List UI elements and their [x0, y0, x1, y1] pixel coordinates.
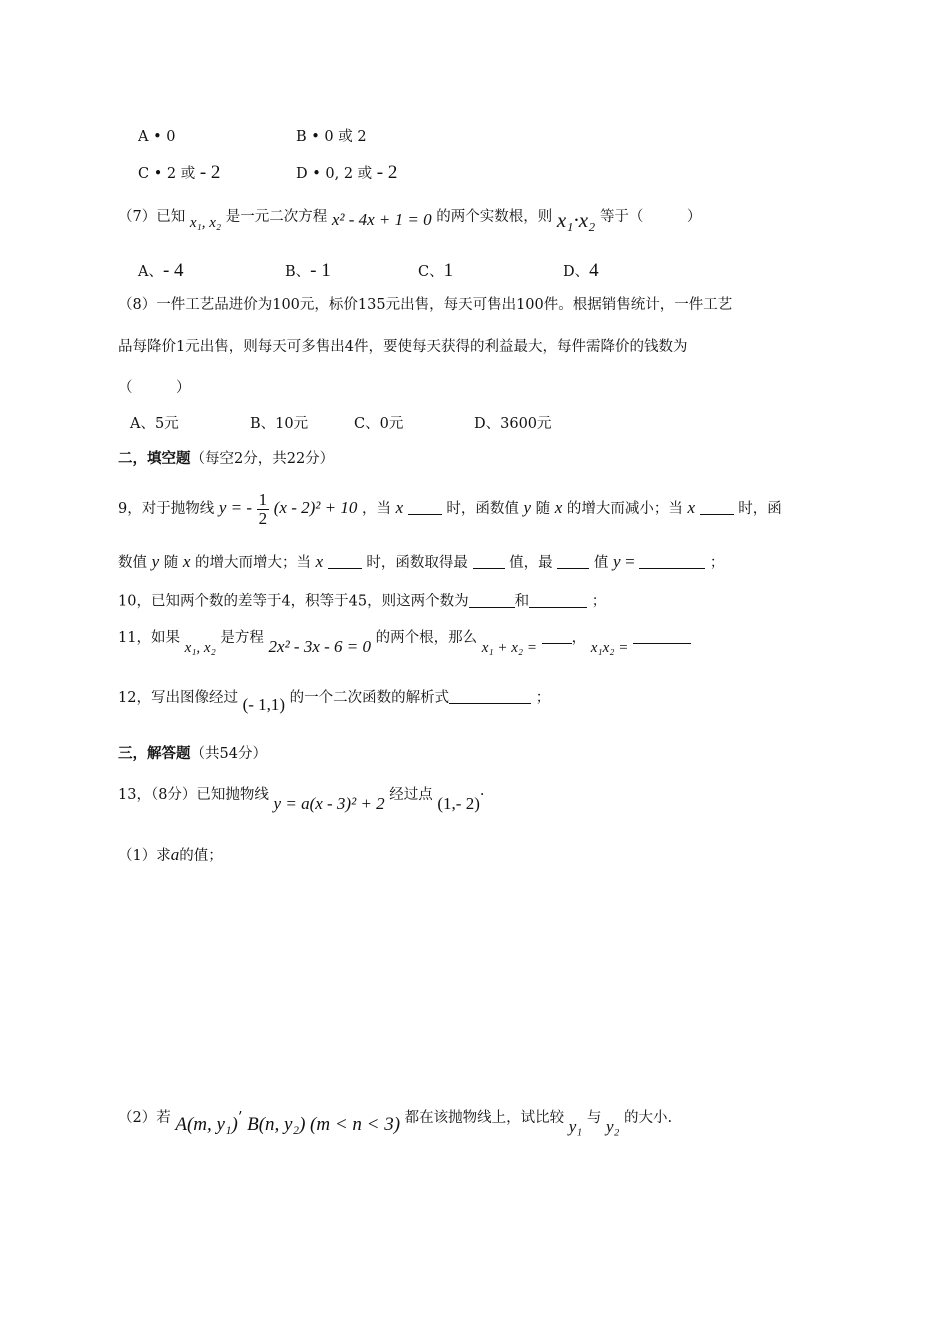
section-3-heading	[118, 747, 267, 762]
q9-line2-text-a: 数值	[118, 555, 147, 571]
q9-blank-4[interactable]	[473, 554, 505, 570]
q9-line2-text-e: 值，最	[509, 555, 553, 571]
q6-option-d-text: D • 0, 2 或	[296, 166, 373, 182]
q9-line2-text-b: 随	[163, 555, 179, 571]
q13-part2-prefix: （2）若	[118, 1110, 171, 1126]
q7-option-c: C、1	[418, 260, 454, 281]
q12-suffix: 的一个二次函数的解析式	[289, 690, 450, 706]
q13-part2-end: 的大小.	[624, 1110, 673, 1126]
q7-mid2: 的两个实数根，则	[436, 209, 553, 225]
q9-text-3: 随	[535, 501, 551, 517]
q9-line2-end: ；	[709, 555, 725, 571]
q13-equation: y = a(x - 3)² + 2	[273, 794, 385, 813]
q12	[118, 688, 551, 714]
q7-mid: 是一元二次方程	[225, 209, 328, 225]
q7-stem	[118, 204, 702, 232]
q7-vars: x₁, x₂	[189, 215, 222, 231]
q9-prefix: 9，对于抛物线	[118, 501, 215, 517]
q13-condition: (m < n < 3)	[310, 1114, 401, 1135]
q6-option-b: B • 0 或 2	[296, 129, 367, 145]
q10-text-b: 和	[514, 593, 530, 610]
q9-var-x-3: x	[687, 498, 696, 517]
q9-y-eq: y = -	[218, 498, 253, 517]
q7-equation: x² - 4x + 1 = 0	[331, 210, 432, 229]
q13-part2-and: 与	[586, 1110, 602, 1126]
q13-point-a: A(m, y₁)	[175, 1114, 238, 1135]
q9-var-x: x	[395, 498, 404, 517]
q8-option-a: A、5元	[130, 416, 179, 432]
q9-blank-2[interactable]	[700, 500, 734, 516]
q9-text-4: 的增大而减小；当	[566, 501, 683, 517]
q13-stem	[118, 785, 485, 813]
q13-separator: ’	[237, 1110, 243, 1126]
q11	[118, 628, 691, 656]
q11-comma: ，	[571, 630, 587, 646]
q11-sum: x₁ + x₂ =	[481, 640, 537, 656]
q13-prefix: 13，（8分）已知抛物线	[118, 787, 269, 803]
q9-line2-var-y-2: y	[612, 552, 621, 571]
q11-product: x₁x₂ =	[590, 640, 629, 656]
q11-vars: x₁, x₂	[184, 640, 216, 656]
q9-text-5: 时，函	[738, 501, 782, 517]
q6-option-c-text: C • 2 或	[138, 166, 196, 182]
q7-option-a: A、- 4	[138, 260, 184, 281]
q12-end: ；	[535, 690, 551, 706]
q11-mid: 是方程	[220, 630, 264, 646]
section-3-note: （共54分）	[190, 746, 267, 762]
q10-blank-2[interactable]	[529, 592, 587, 608]
q9-text-1: ，当	[361, 501, 391, 517]
q8-option-c: C、0元	[354, 416, 404, 432]
q8-line-1: （8）一件工艺品进价为100元，标价135元出售，每天可售出100件。根据销售统计，一件工艺	[118, 297, 733, 313]
q12-prefix: 12，写出图像经过	[118, 690, 238, 706]
q13-y1: y₁	[568, 1117, 583, 1136]
q8-option-b: B、10元	[250, 416, 309, 432]
q11-prefix: 11，如果	[118, 630, 180, 646]
q13-dot: ·	[479, 787, 485, 803]
q13-y2: y₂	[605, 1117, 620, 1136]
q9-line-1	[118, 488, 782, 532]
q9-line2-var-x-2: x	[315, 552, 324, 571]
q7-option-d: D、4	[563, 260, 599, 281]
q9-var-y: y	[523, 498, 531, 517]
q8-line-2: 品每降价1元出售，则每天可多售出4件，要使每天获得的利益最大，每件需降价的钱数为	[118, 339, 688, 355]
q11-equation: 2x² - 3x - 6 = 0	[268, 637, 372, 656]
q10-text-a: 10，已知两个数的差等于4，积等于45，则这两个数为	[118, 593, 469, 610]
q9-line2-text-c: 的增大而增大；当	[195, 555, 312, 571]
q8-option-d: D、3600元	[474, 416, 552, 432]
q7-prefix: （7）已知	[118, 209, 186, 225]
q9-line2-equals: =	[625, 552, 635, 571]
q10-blank-1[interactable]	[469, 592, 515, 608]
section-2-heading	[118, 452, 334, 467]
q7-option-b: B、- 1	[285, 260, 331, 281]
q13-point: (1,- 2)	[437, 794, 480, 813]
q6-option-c-math: - 2	[199, 162, 221, 183]
q9-line2-var-y: y	[151, 552, 160, 571]
q10-text-c: ；	[591, 593, 607, 610]
q9-var-x-2: x	[554, 498, 563, 517]
q6-option-d-math: - 2	[376, 162, 398, 183]
section-3-title: 三，解答题	[118, 745, 191, 762]
q7-product: x₁·x₂	[556, 208, 596, 232]
q9-blank-6[interactable]	[639, 554, 705, 570]
q13-mid: 经过点	[389, 787, 433, 803]
q13-part1-var: a	[170, 845, 180, 864]
section-2-title: 二，填空题	[118, 450, 191, 467]
q11-blank-2[interactable]	[633, 629, 691, 645]
q9-equation-tail: (x - 2)² + 10	[273, 498, 358, 517]
q13-part1-suffix: 的值；	[179, 848, 223, 864]
q12-blank[interactable]	[449, 689, 531, 705]
q9-blank-5[interactable]	[557, 554, 589, 570]
q13-part-1	[118, 846, 223, 864]
q11-blank-1[interactable]	[542, 629, 572, 645]
q13-part1-prefix: （1）求	[118, 848, 171, 864]
section-2-note: （每空2分，共22分）	[190, 451, 335, 467]
q7-suffix: 等于（ ）	[599, 209, 702, 225]
q6-option-c	[138, 163, 220, 182]
q9-line2-var-x: x	[182, 552, 191, 571]
q13-part-2	[118, 1107, 673, 1136]
q9-line-2	[118, 553, 724, 571]
q13-part2-mid: 都在该抛物线上，试比较	[404, 1110, 565, 1126]
q9-fraction: $\frac{1}{2}$	[258, 489, 268, 528]
q6-option-a: A • 0	[138, 129, 176, 145]
q12-point: (- 1,1)	[242, 695, 286, 714]
q9-text-2: 时，函数值	[446, 501, 519, 517]
q6-option-d	[296, 163, 397, 182]
q9-line2-text-f: 值	[593, 555, 609, 571]
q11-mid2: 的两个根，那么	[375, 630, 478, 646]
q9-line2-text-d: 时，函数取得最	[366, 555, 468, 571]
q9-blank-3[interactable]	[328, 554, 362, 570]
q8-answer-paren: （ ）	[118, 380, 191, 396]
q13-point-b: B(n, y₂)	[247, 1114, 306, 1135]
q9-blank-1[interactable]	[408, 500, 442, 516]
q10	[118, 592, 606, 609]
